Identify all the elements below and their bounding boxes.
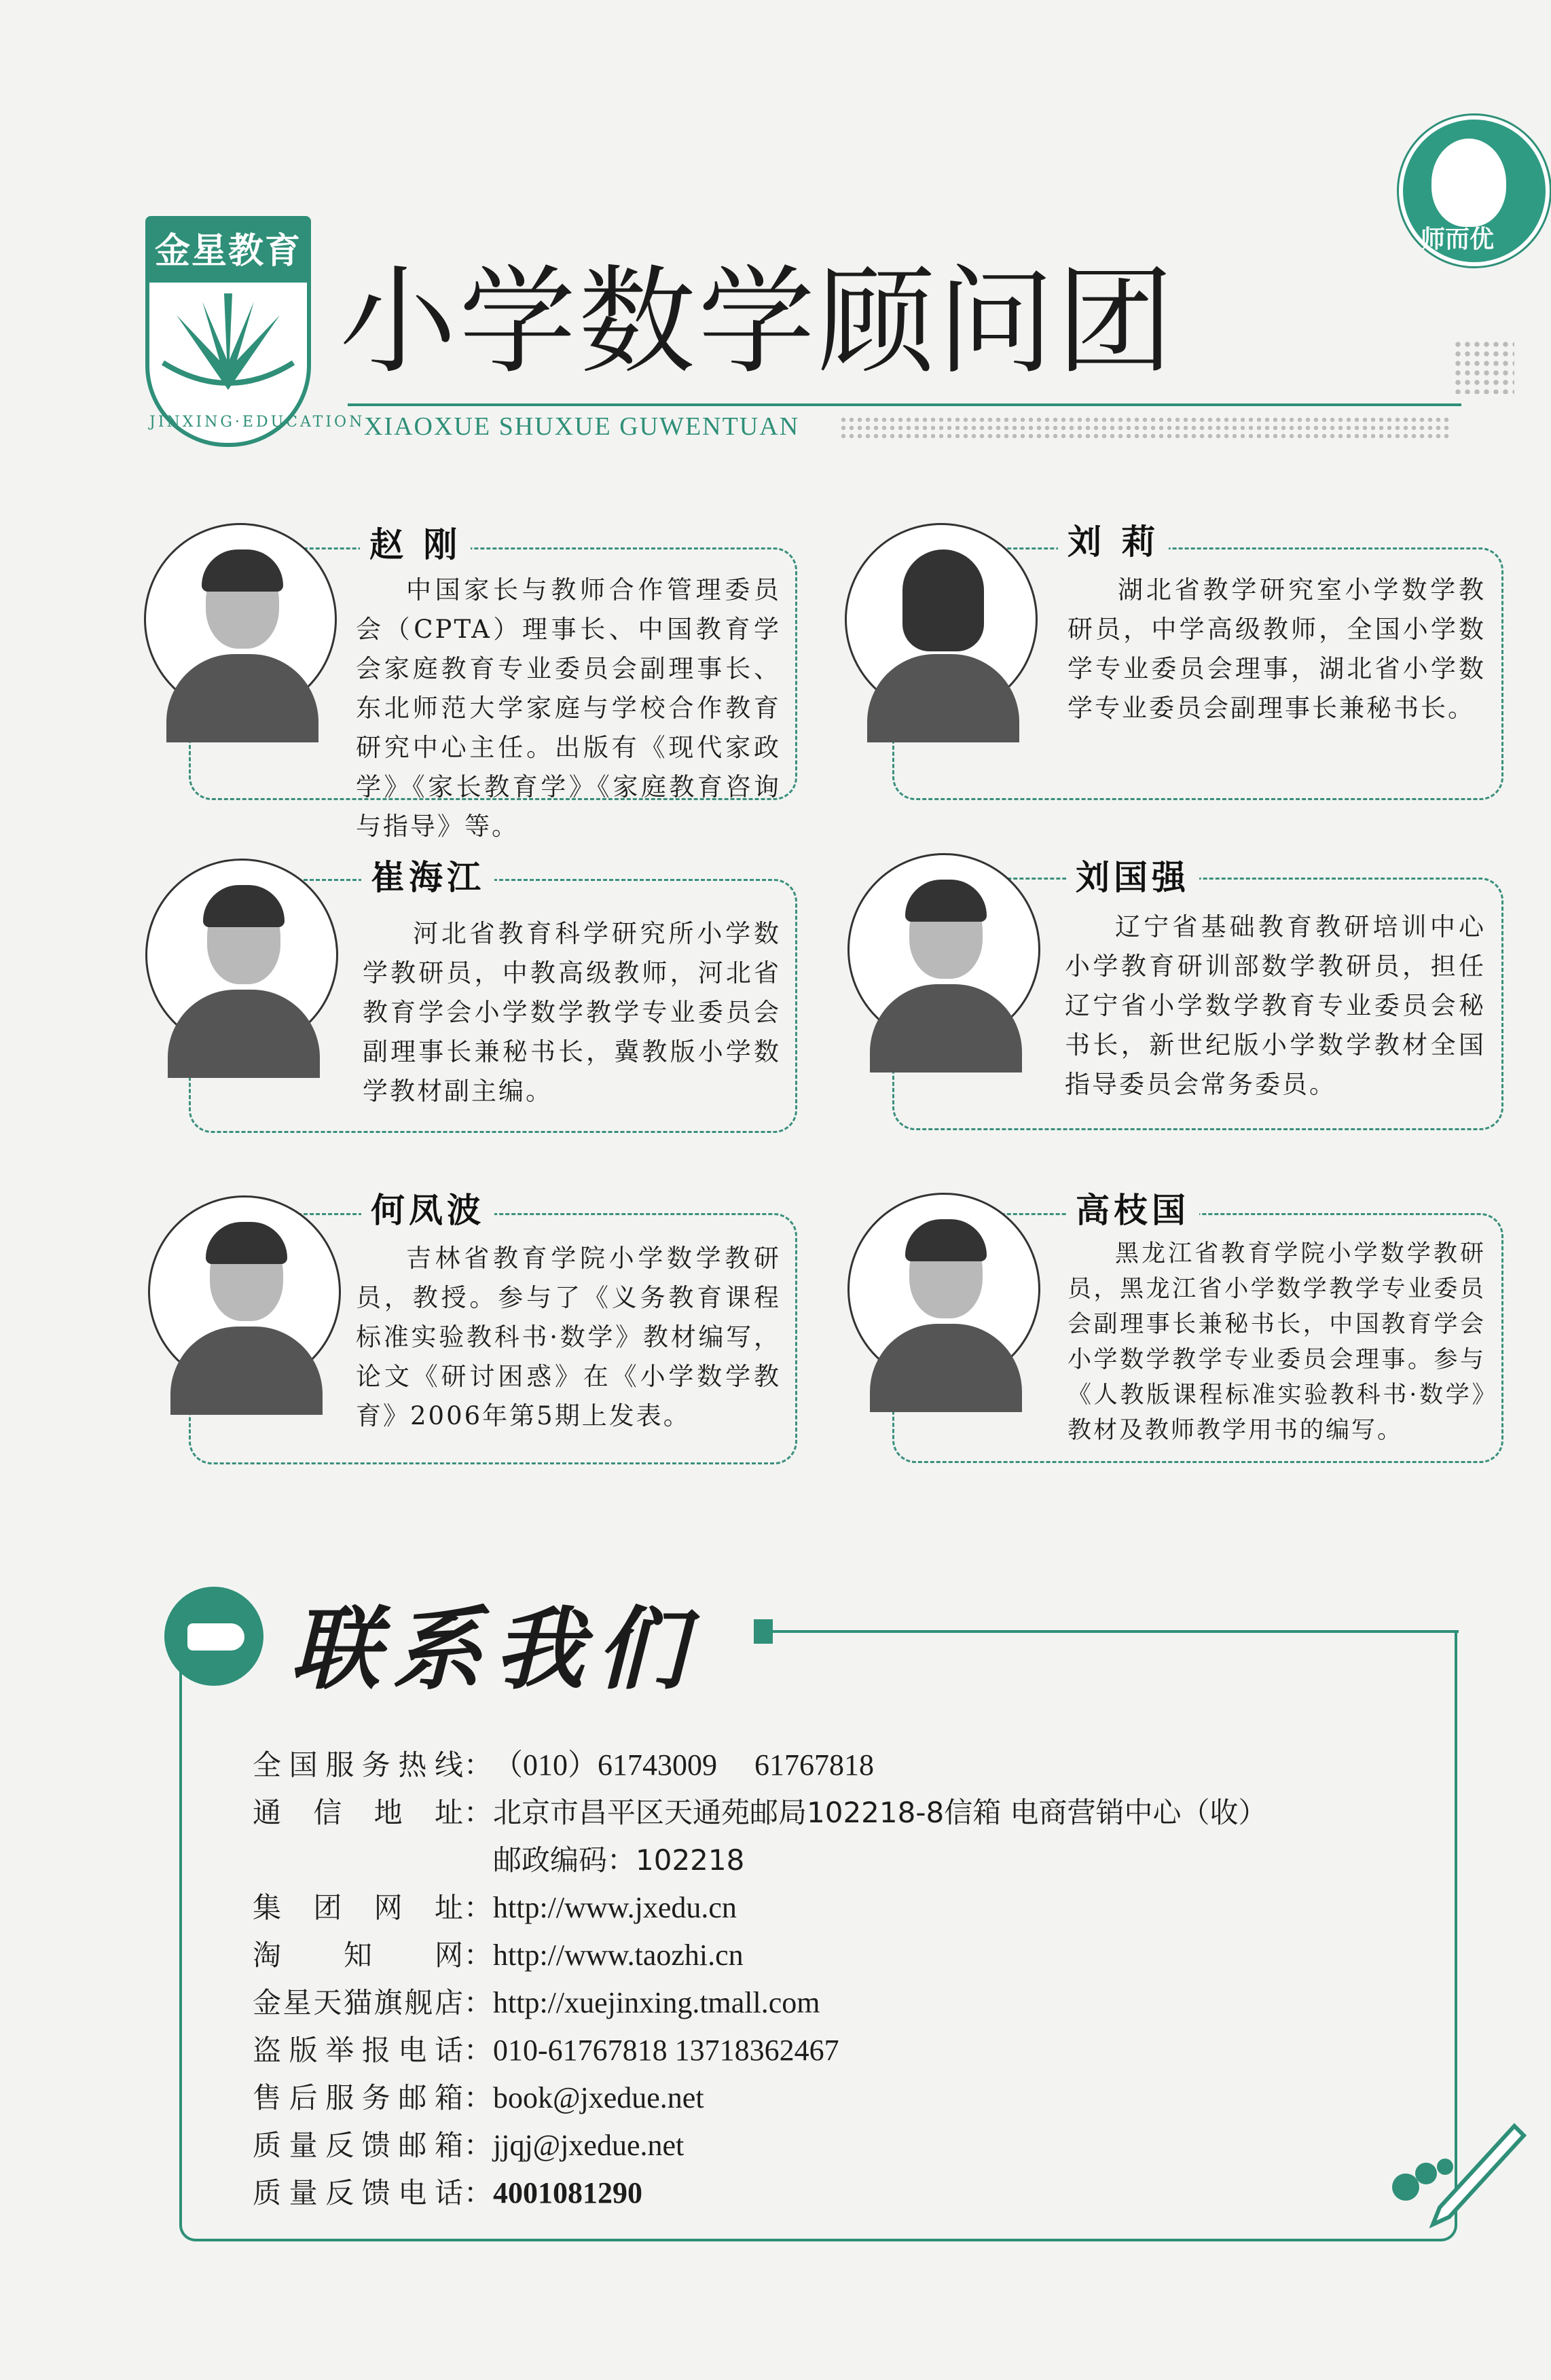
contact-label: 金星天猫旗舰店 <box>253 1986 463 2019</box>
advisor-name: 赵 刚 <box>360 524 471 565</box>
advisor-bio: 中国家长与教师合作管理委员会（CPTA）理事长、中国教育学会家庭教育专业委员会副理事长、东北师范大学家庭与学校合作教育研究中心主任。出版有《现代家政学》《家长教育学》《家庭教育咨询与指导》等。 <box>356 575 781 841</box>
advisor-bio: 辽宁省基础教育教研培训中心小学教育研训部数学教研员，担任辽宁省小学数学教育专业委员会秘书长，新世纪版小学数学教材全国指导委员会常务委员。 <box>1065 912 1486 1099</box>
advisor-name: 高枝国 <box>1066 1190 1199 1231</box>
advisor-name: 刘国强 <box>1066 857 1199 898</box>
contact-row: 售后服务邮箱：book@jxedue.net <box>253 2074 704 2122</box>
contact-label: 盗版举报电话 <box>253 2034 463 2067</box>
contact-row: 质量反馈电话：4001081290 <box>253 2169 642 2217</box>
website-link[interactable]: http://www.jxedu.cn <box>493 1891 737 1924</box>
advisor-bio: 吉林省教育学院小学数学教研员，教授。参与了《义务教育课程标准实验教科书·数学》教材编写，论文《研讨困惑》在《小学数学教育》2006年第5期上发表。 <box>356 1244 781 1430</box>
contact-row: 集 团 网 址：http://www.jxedu.cn <box>253 1884 737 1932</box>
advisor-photo <box>144 523 337 716</box>
advisor-photo <box>145 859 338 1051</box>
contact-label: 通 信 地 址 <box>253 1796 463 1829</box>
feedback-phone-value: 4001081290 <box>493 2176 642 2210</box>
title-rule <box>348 403 1461 406</box>
tmall-link[interactable]: http://xuejinxing.tmall.com <box>493 1986 820 2019</box>
contact-row: 全国服务热线：（010）61743009 61767818 <box>253 1742 874 1789</box>
mascot-label: 师而优 <box>1421 226 1495 253</box>
contact-label: 售后服务邮箱 <box>253 2081 463 2114</box>
plant-logo-icon <box>149 288 307 403</box>
service-email-link[interactable]: book@jxedue.net <box>493 2081 704 2114</box>
contact-title: 联系我们 <box>291 1597 698 1702</box>
pencil-icon <box>1379 2119 1528 2228</box>
advisor-photo <box>847 853 1040 1046</box>
advisor-photo <box>148 1195 341 1388</box>
cartoon-boy-icon <box>1431 139 1506 227</box>
taozhi-link[interactable]: http://www.taozhi.cn <box>493 1939 744 1972</box>
advisor-bio: 河北省教育科学研究所小学数学教研员，中教高级教师，河北省教育学会小学数学教学专业委员会副理事长兼秘书长，冀教版小学数学教材副主编。 <box>363 919 781 1106</box>
advisor-name: 何凤波 <box>361 1190 494 1231</box>
contact-label: 全国服务热线 <box>253 1748 463 1782</box>
logo-text: 金星教育 <box>149 220 307 283</box>
contact-row: 盗版举报电话：010-61767818 13718362467 <box>253 2027 839 2074</box>
advisor-bio: 湖北省教学研究室小学数学教研员，中学高级教师，全国小学数学专业委员会理事，湖北省小学数学专业委员会副理事长兼秘书长。 <box>1068 575 1486 723</box>
contact-label: 淘 知 网 <box>253 1939 463 1972</box>
advisor-bio: 黑龙江省教育学院小学数学教研员，黑龙江省小学数学教学专业委员会副理事长兼秘书长，中国教育学会小学数学教学专业委员会理事。参与《人教版课程标准实验教科书·数学》教材及教师教学用书的编写。 <box>1068 1240 1486 1444</box>
advisor-name: 刘 莉 <box>1058 522 1169 562</box>
jinxing-logo <box>145 216 365 447</box>
logo-arc-text: JINXING·EDUCATION <box>149 414 365 431</box>
postcode-value: 邮政编码：102218 <box>493 1843 745 1877</box>
hotline-value: （010）61743009 61767818 <box>493 1748 874 1782</box>
contact-label: 质量反馈邮箱 <box>253 2129 463 2162</box>
advisor-photo <box>845 523 1038 716</box>
title-pinyin: XIAOXUE SHUXUE GUWENTUAN <box>364 412 800 441</box>
contact-label: 集 团 网 址 <box>253 1891 463 1924</box>
mascot-badge <box>1399 115 1550 266</box>
dot-pattern <box>839 416 1450 439</box>
contact-row: 质量反馈邮箱：jjqj@jxedue.net <box>253 2122 684 2169</box>
advisor-name: 崔海江 <box>361 857 494 898</box>
dot-pattern-corner <box>1453 340 1514 394</box>
contact-row: 通 信 地 址：北京市昌平区天通苑邮局102218-8信箱 电商营销中心（收） <box>253 1789 1267 1837</box>
contact-row: 金星天猫旗舰店：http://xuejinxing.tmall.com <box>253 1979 820 2027</box>
advisor-photo <box>847 1193 1040 1386</box>
contact-label: 质量反馈电话 <box>253 2176 463 2210</box>
feedback-email-link[interactable]: jjqj@jxedue.net <box>493 2129 685 2162</box>
page-title: 小学数学顾问团 <box>340 253 1176 390</box>
piracy-phone-value: 010-61767818 13718362467 <box>493 2034 839 2067</box>
contact-row <box>253 1837 744 1884</box>
contact-row: 淘 知 网：http://www.taozhi.cn <box>253 1932 744 1979</box>
address-value: 北京市昌平区天通苑邮局102218-8信箱 电商营销中心（收） <box>493 1796 1267 1829</box>
